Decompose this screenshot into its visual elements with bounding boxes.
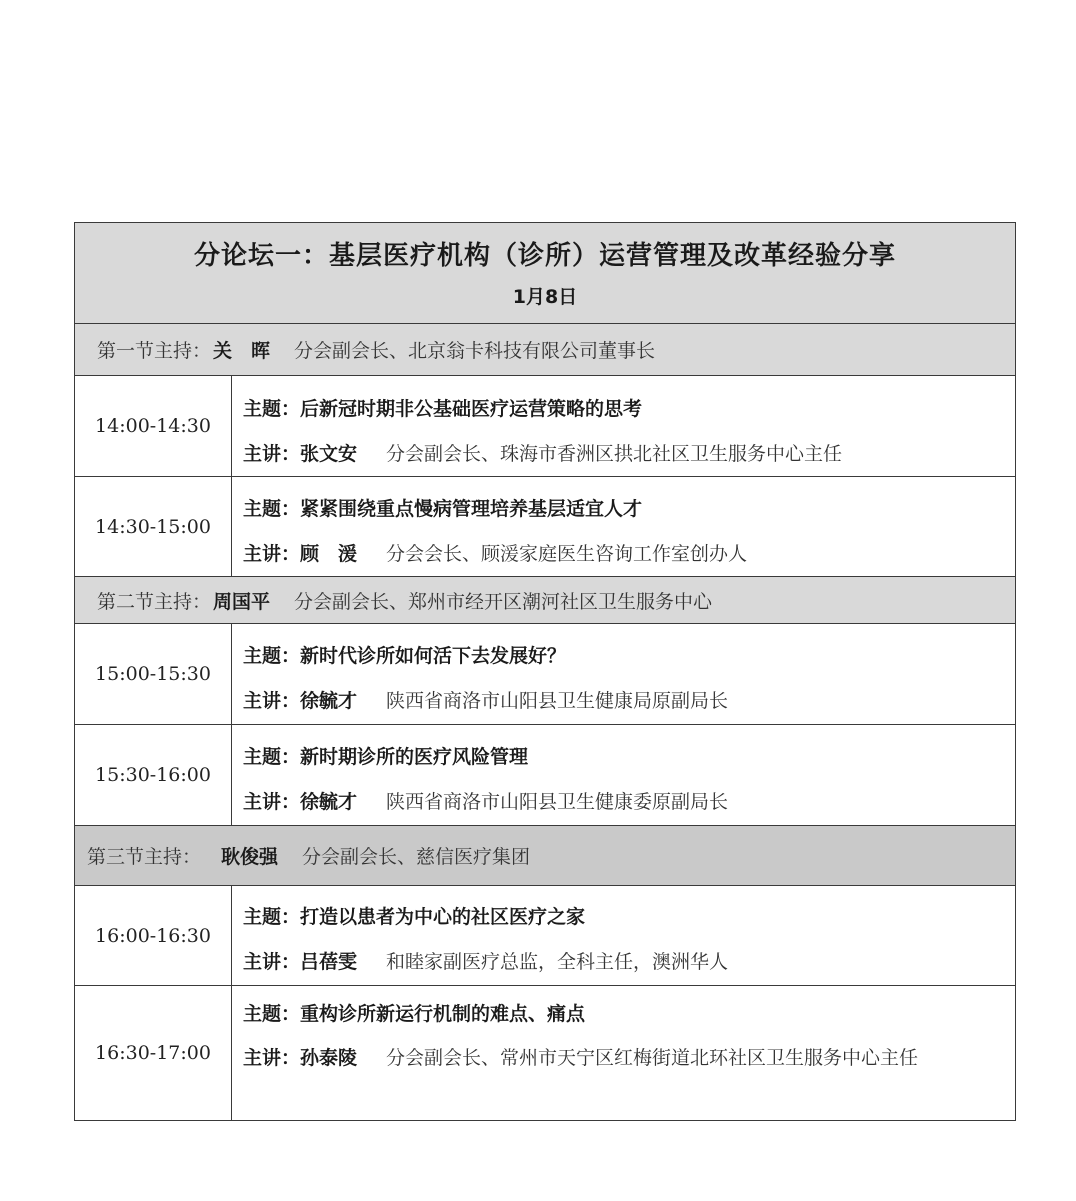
- section-host-name: 周国平: [213, 590, 271, 613]
- session-topic: 后新冠时期非公基础医疗运营策略的思考: [300, 398, 643, 420]
- section-host-desc: 分会副会长、北京翁卡科技有限公司董事长: [294, 340, 656, 362]
- session-time: 15:00-15:30: [75, 624, 232, 724]
- session-topic: 新时期诊所的医疗风险管理: [300, 746, 529, 768]
- session-speaker-desc: 陕西省商洛市山阳县卫生健康局原副局长: [386, 690, 729, 712]
- topic-label: 主题：: [243, 906, 301, 928]
- session-speaker: 徐毓才: [300, 791, 358, 813]
- section-host-name: 耿俊强: [221, 846, 279, 868]
- session-topic-line: [243, 495, 1007, 523]
- session-content: [232, 886, 1015, 985]
- section-host-desc: 分会副会长、郑州市经开区潮河社区卫生服务中心: [294, 590, 713, 613]
- session-topic: 打造以患者为中心的社区医疗之家: [300, 906, 586, 928]
- session-time: 14:30-15:00: [75, 477, 232, 576]
- session-topic-line: [243, 903, 1007, 931]
- session-speaker-line: [243, 1036, 1007, 1080]
- forum-header: [75, 223, 1015, 324]
- session-topic-line: [243, 1000, 1007, 1028]
- speaker-label: 主讲：: [243, 1047, 301, 1069]
- session-speaker-desc: 陕西省商洛市山阳县卫生健康委原副局长: [386, 791, 729, 813]
- speaker-label: 主讲：: [243, 791, 301, 813]
- section-host-label: 第二节主持：: [97, 590, 212, 613]
- session-topic-line: [243, 395, 1007, 423]
- session-row: [75, 986, 1015, 1120]
- session-topic: 新时代诊所如何活下去发展好？: [300, 645, 567, 667]
- topic-label: 主题：: [243, 1003, 301, 1025]
- speaker-label: 主讲：: [243, 543, 301, 565]
- session-content: [232, 477, 1015, 576]
- section-host-label: 第三节主持：: [87, 846, 202, 868]
- session-content: [232, 624, 1015, 724]
- session-time: 16:30-17:00: [75, 986, 232, 1120]
- speaker-label: 主讲：: [243, 951, 301, 973]
- forum-schedule-table: [74, 222, 1016, 1121]
- section-host-name: 关 晖: [213, 340, 271, 362]
- topic-label: 主题：: [243, 746, 301, 768]
- session-row: [75, 725, 1015, 826]
- session-speaker-desc: 分会副会长、常州市天宁区红梅街道北环社区卫生服务中心主任: [386, 1047, 919, 1069]
- session-speaker: 张文安: [300, 443, 358, 465]
- session-speaker-desc: 分会会长、顾湲家庭医生咨询工作室创办人: [386, 543, 748, 565]
- session-speaker: 徐毓才: [300, 690, 358, 712]
- session-speaker-desc: 和睦家副医疗总监，全科主任，澳洲华人: [386, 951, 729, 973]
- session-time: 15:30-16:00: [75, 725, 232, 825]
- session-speaker: 顾 湲: [300, 543, 358, 565]
- section-host-label: 第一节主持：: [97, 340, 212, 362]
- session-row: [75, 376, 1015, 477]
- session-row: [75, 477, 1015, 577]
- session-topic: 重构诊所新运行机制的难点、痛点: [300, 1003, 586, 1025]
- session-speaker: 孙泰陵: [300, 1047, 358, 1069]
- session-row: [75, 624, 1015, 725]
- session-speaker-line: [243, 440, 1007, 468]
- section-header-3: [75, 826, 1015, 886]
- section-host-desc: 分会副会长、慈信医疗集团: [302, 846, 531, 868]
- speaker-label: 主讲：: [243, 690, 301, 712]
- section-header-2: [75, 577, 1015, 624]
- section-header-1: [75, 324, 1015, 376]
- forum-title: 分论坛一：基层医疗机构（诊所）运营管理及改革经验分享: [193, 241, 896, 271]
- session-speaker-desc: 分会副会长、珠海市香洲区拱北社区卫生服务中心主任: [386, 443, 843, 465]
- session-speaker-line: [243, 788, 1007, 816]
- session-content: [232, 725, 1015, 825]
- session-topic-line: [243, 642, 1007, 670]
- session-topic: 紧紧围绕重点慢病管理培养基层适宜人才: [300, 498, 643, 520]
- session-speaker-line: [243, 687, 1007, 715]
- topic-label: 主题：: [243, 398, 301, 420]
- session-time: 14:00-14:30: [75, 376, 232, 476]
- session-topic-line: [243, 743, 1007, 771]
- speaker-label: 主讲：: [243, 443, 301, 465]
- session-speaker-line: [243, 948, 1007, 976]
- session-speaker-line: [243, 540, 1007, 568]
- forum-date: 1月8日: [512, 286, 578, 308]
- session-row: [75, 886, 1015, 986]
- session-time: 16:00-16:30: [75, 886, 232, 985]
- topic-label: 主题：: [243, 498, 301, 520]
- topic-label: 主题：: [243, 645, 301, 667]
- session-content: [232, 376, 1015, 476]
- session-content: [232, 986, 1015, 1120]
- session-speaker: 吕蓓雯: [300, 951, 358, 973]
